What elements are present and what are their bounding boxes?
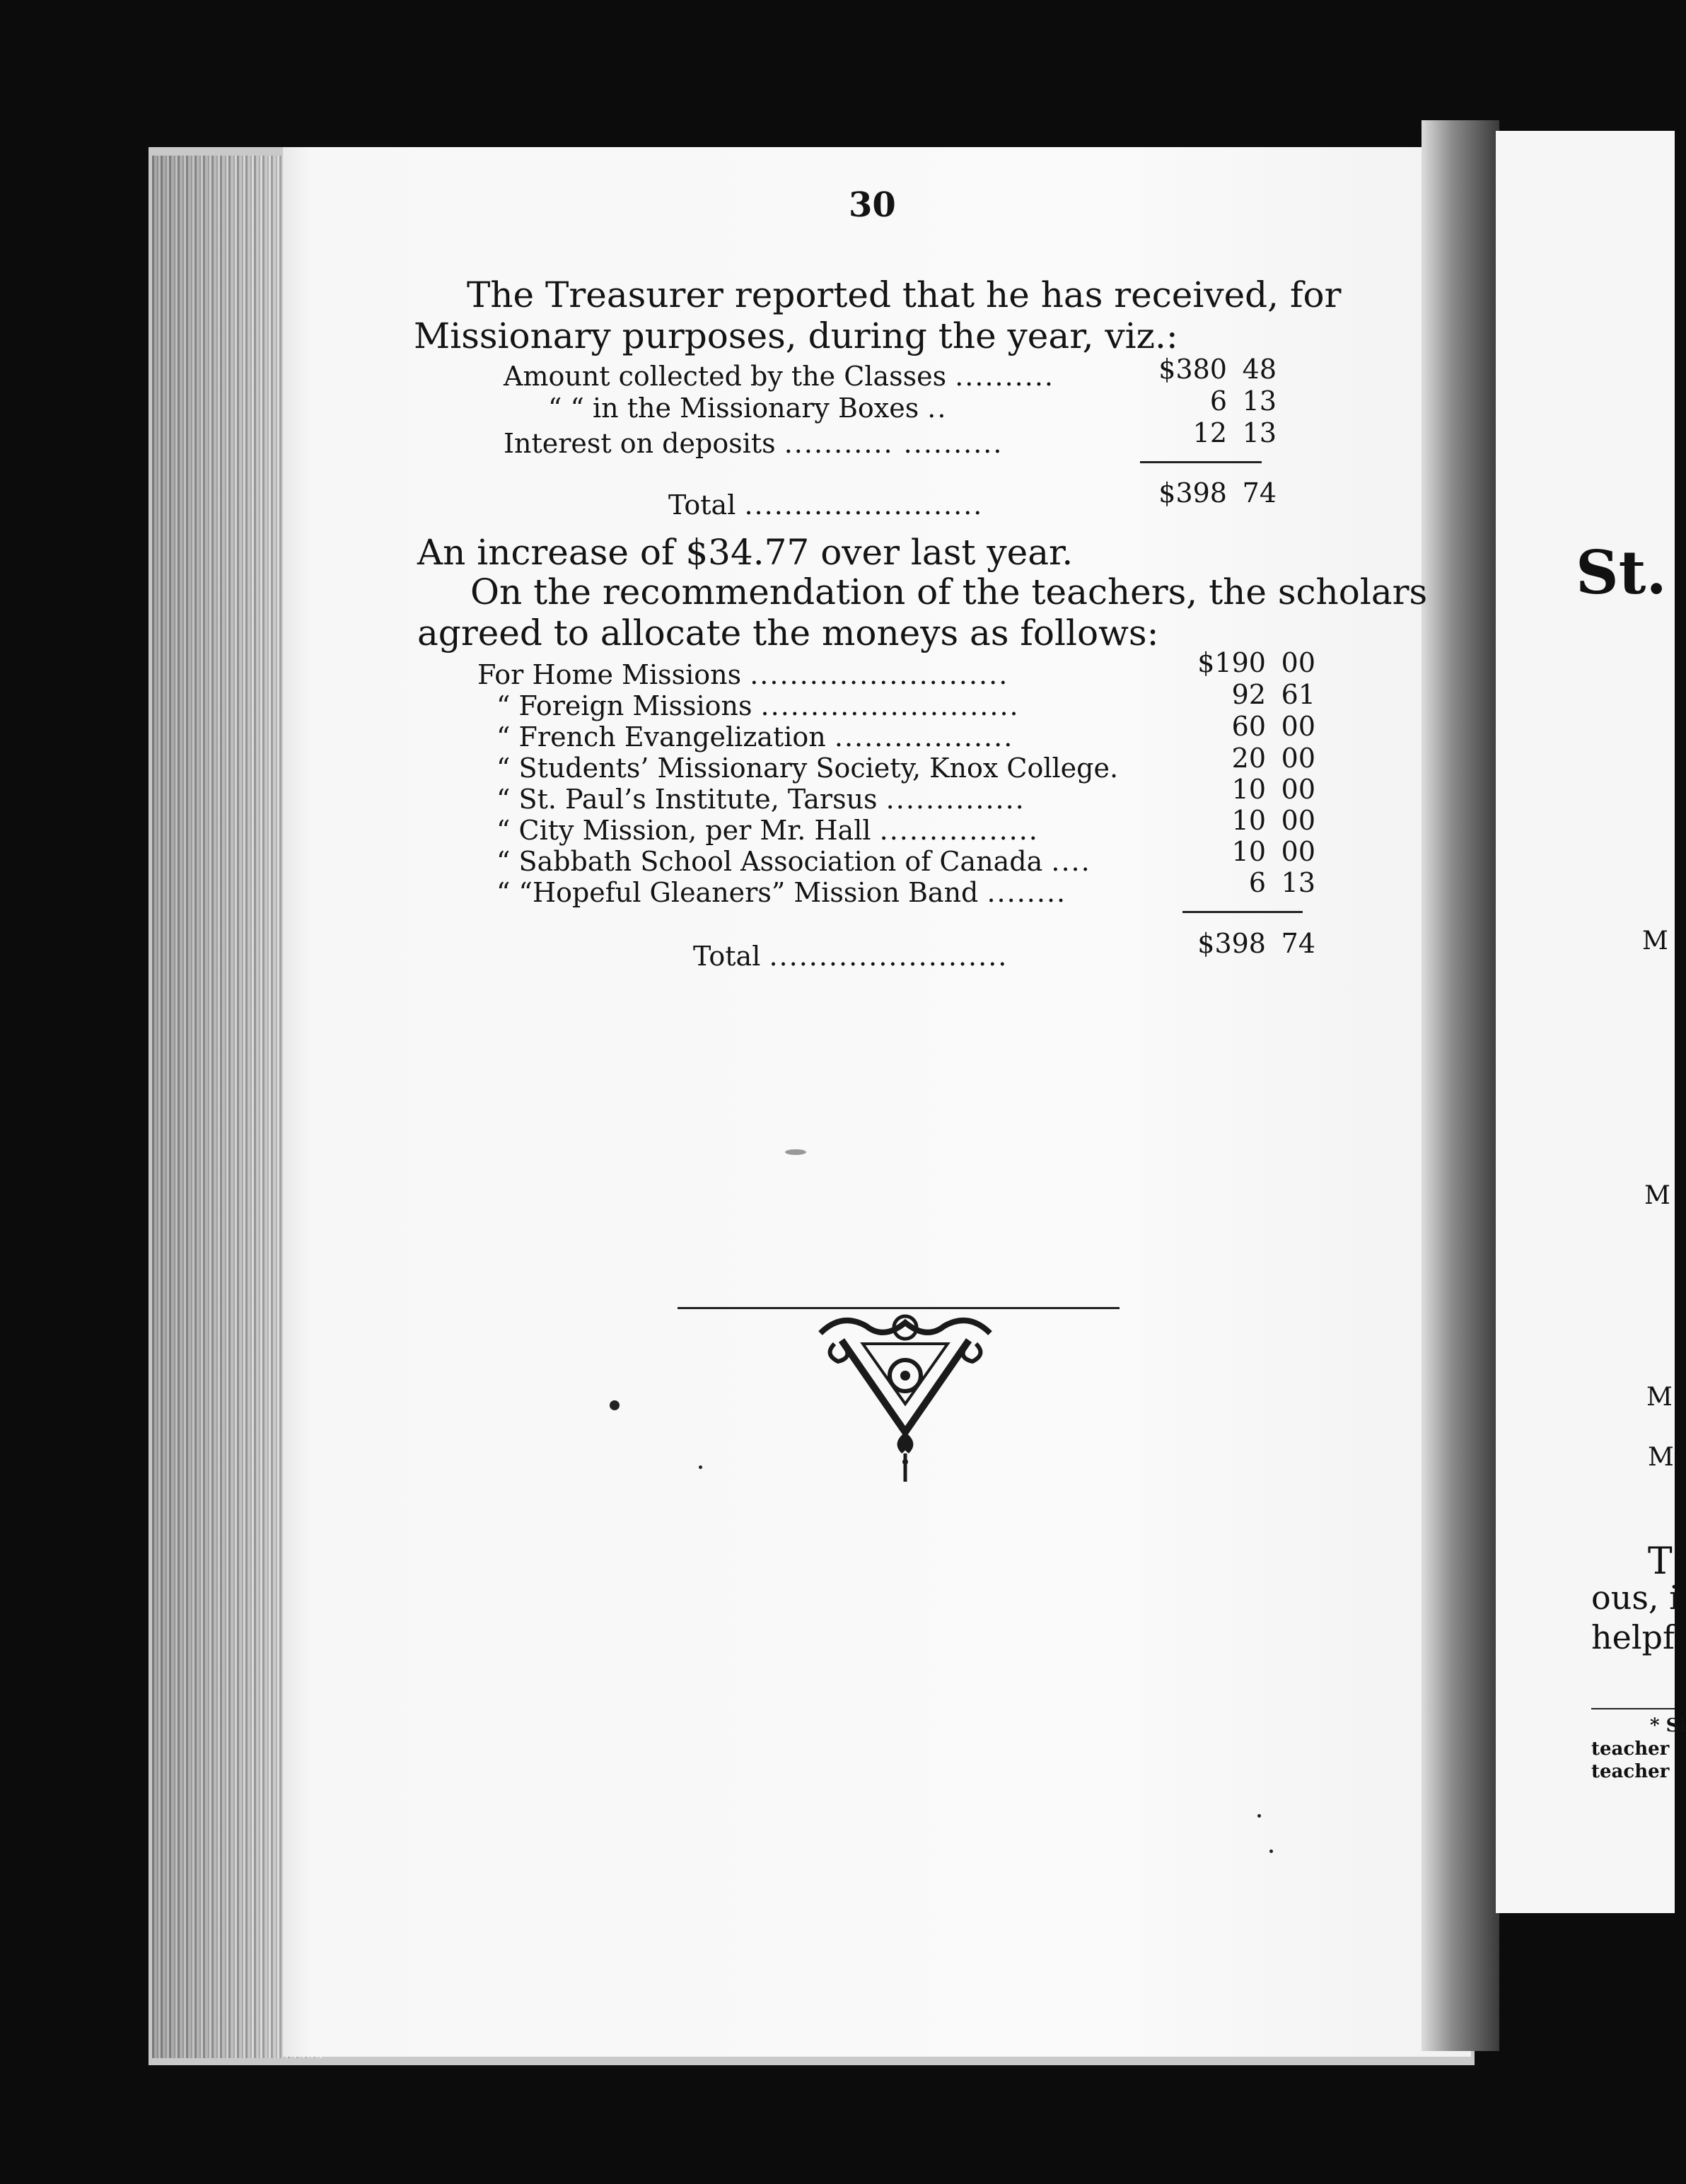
leader-dots: .................. xyxy=(834,721,1014,753)
allocation-row xyxy=(496,815,1039,846)
speck xyxy=(1269,1849,1273,1853)
allocation-label: City Mission, per Mr. Hall xyxy=(518,815,871,846)
receipt-cents: 13 xyxy=(1242,385,1277,417)
tailpiece-rule xyxy=(678,1307,1120,1309)
facing-footnote-line: * Si xyxy=(1650,1715,1686,1736)
facing-margin-letter: M xyxy=(1646,1383,1673,1412)
receipt-dollars: 12 xyxy=(1192,417,1227,448)
leader-dots: ........... .......... xyxy=(784,428,1004,459)
receipt-total-row xyxy=(668,489,983,521)
allocation-row xyxy=(496,784,1025,815)
allocation-total-cents: 74 xyxy=(1281,928,1315,959)
allocation-row xyxy=(496,877,1066,908)
allocation-label: Sabbath School Association of Canada xyxy=(518,846,1043,877)
allocation-prefix: “ xyxy=(496,721,511,753)
leader-dots: .......................... xyxy=(750,659,1009,690)
speck xyxy=(610,1400,620,1410)
allocation-prefix: For xyxy=(477,659,524,690)
allocation-label: French Evangelization xyxy=(518,721,826,753)
allocation-prefix: “ xyxy=(496,815,511,846)
speck xyxy=(785,1149,806,1155)
allocation-label: Foreign Missions xyxy=(518,690,752,721)
allocation-cents: 00 xyxy=(1281,836,1315,867)
leader-dots: .......................... xyxy=(760,690,1020,721)
allocation-cents: 00 xyxy=(1281,711,1315,742)
allocation-row xyxy=(496,690,1020,721)
receipt-cents: 13 xyxy=(1242,417,1277,448)
allocation-row xyxy=(496,721,1013,753)
receipt-label: Interest on deposits xyxy=(504,428,776,459)
allocation-dollars: 20 xyxy=(1231,743,1266,774)
facing-footnote-line: teacher xyxy=(1591,1761,1670,1782)
leader-dots: ........ xyxy=(987,877,1067,908)
facing-body-line: ous, i xyxy=(1591,1579,1680,1617)
sum-rule xyxy=(1182,911,1303,913)
allocation-dollars: 60 xyxy=(1231,711,1266,742)
receipt-row xyxy=(504,361,1054,392)
allocation-cents: 13 xyxy=(1281,867,1315,898)
receipt-total-dollars: $398 xyxy=(1158,477,1227,509)
page-number: 30 xyxy=(849,185,896,225)
receipt-dollars: 6 xyxy=(1209,385,1227,417)
allocation-cents: 00 xyxy=(1281,774,1315,805)
receipt-total-cents: 74 xyxy=(1242,477,1277,509)
total-label: Total xyxy=(693,941,761,972)
sum-rule xyxy=(1140,461,1262,463)
receipt-row xyxy=(548,393,947,424)
allocation-prefix: “ xyxy=(496,753,511,784)
allocation-dollars: 10 xyxy=(1231,836,1266,867)
allocation-intro-line-2: agreed to allocate the moneys as follows: xyxy=(417,612,1159,654)
facing-body-line: T xyxy=(1648,1540,1673,1583)
allocation-label: St. Paul’s Institute, Tarsus xyxy=(518,784,878,815)
allocation-cents: 61 xyxy=(1281,679,1315,710)
allocation-dollars: 10 xyxy=(1231,805,1266,836)
allocation-total-dollars: $398 xyxy=(1197,928,1266,959)
allocation-prefix: “ xyxy=(496,690,511,721)
allocation-dollars: 92 xyxy=(1231,679,1266,710)
leader-dots: .. xyxy=(927,393,948,424)
allocation-label: “Hopeful Gleaners” Mission Band xyxy=(518,877,979,908)
allocation-label: Students’ Missionary Society, Knox College. xyxy=(518,753,1119,784)
allocation-row xyxy=(477,659,1008,690)
facing-margin-letter: M xyxy=(1644,1181,1670,1210)
receipt-cents: 48 xyxy=(1242,354,1277,385)
intro-line-2: Missionary purposes, during the year, viz.: xyxy=(414,315,1178,356)
facing-margin-letter: M xyxy=(1642,927,1668,956)
footnote-rule xyxy=(1591,1708,1675,1709)
leader-dots: ........................ xyxy=(769,941,1008,972)
allocation-row xyxy=(496,846,1091,877)
receipt-label: “ “ in the Missionary Boxes xyxy=(548,393,919,424)
receipt-label: Amount collected by the Classes xyxy=(504,361,947,392)
leader-dots: .... xyxy=(1051,846,1091,877)
facing-margin-letter: M xyxy=(1648,1443,1674,1472)
allocation-prefix: “ xyxy=(496,784,511,815)
speck xyxy=(1257,1814,1261,1818)
receipt-row xyxy=(504,428,1003,459)
allocation-prefix: “ xyxy=(496,877,511,908)
decorative-ornament xyxy=(813,1312,997,1489)
facing-body-line: helpf xyxy=(1591,1618,1675,1656)
allocation-cents: 00 xyxy=(1281,743,1315,774)
allocation-label: Home Missions xyxy=(532,659,742,690)
allocation-row xyxy=(496,753,1118,784)
total-label: Total xyxy=(668,489,736,521)
allocation-intro-line-1: On the recommendation of the teachers, the scholars xyxy=(470,571,1428,612)
allocation-cents: 00 xyxy=(1281,805,1315,836)
intro-line-1: The Treasurer reported that he has received, for xyxy=(467,274,1342,315)
facing-heading: St. xyxy=(1576,538,1667,608)
leader-dots: ................ xyxy=(879,815,1039,846)
speck xyxy=(699,1465,702,1469)
leader-dots: .......... xyxy=(955,361,1054,392)
leader-dots: .............. xyxy=(885,784,1025,815)
allocation-cents: 00 xyxy=(1281,647,1315,678)
leader-dots: ........................ xyxy=(744,489,984,521)
allocation-dollars: 6 xyxy=(1248,867,1266,898)
facing-footnote-line: teacher xyxy=(1591,1738,1670,1760)
increase-line: An increase of $34.77 over last year. xyxy=(417,532,1074,573)
allocation-dollars: 10 xyxy=(1231,774,1266,805)
allocation-dollars: $190 xyxy=(1197,647,1266,678)
receipt-dollars: $380 xyxy=(1158,354,1227,385)
allocation-total-row xyxy=(693,941,1008,972)
allocation-prefix: “ xyxy=(496,846,511,877)
book-gutter xyxy=(1422,120,1499,2051)
